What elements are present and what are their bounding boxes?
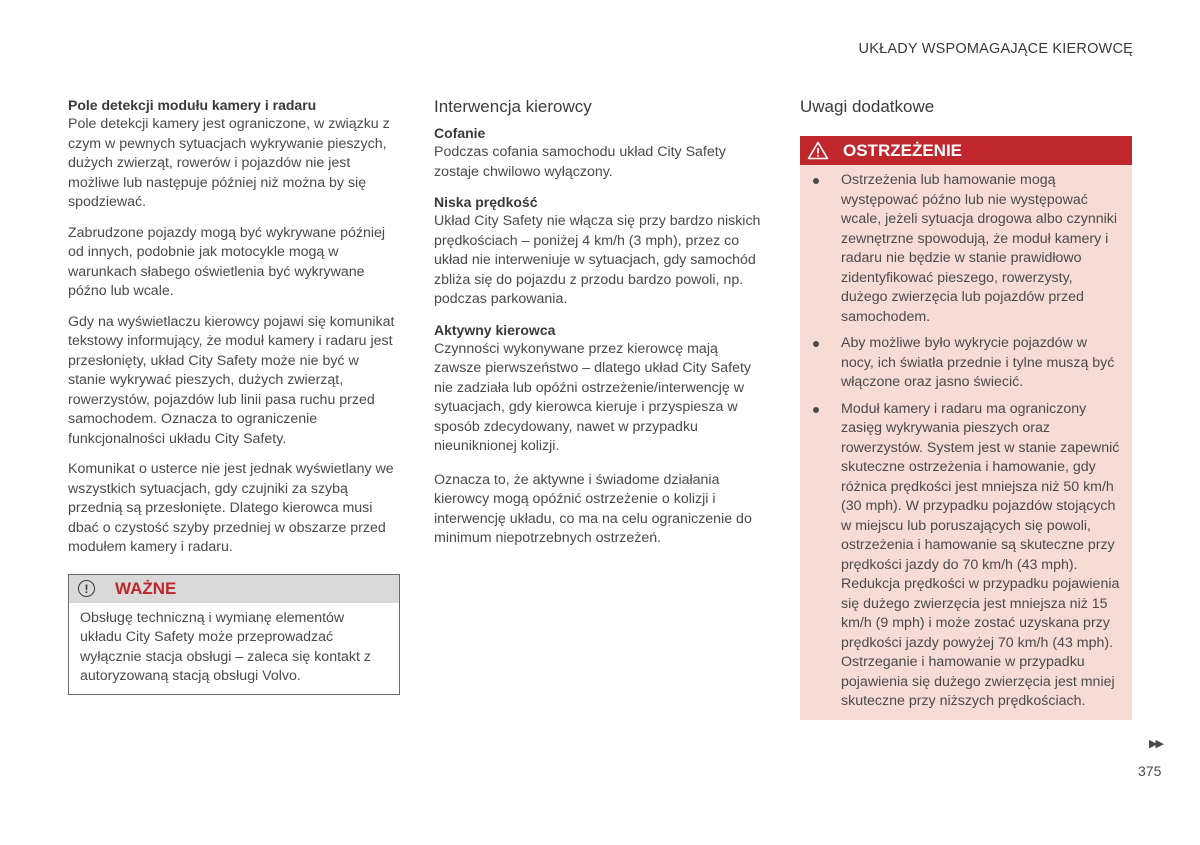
list-item: Ostrzeżenia lub hamowanie mogą występować późno lub nie występować wcale, jeżeli sytuacja drogowa albo czynniki zewnętrzne spowodują, że moduł kamery i radaru nie będzie w stanie prawidłowo zidentyfikować pieszego, rowerzysty, dużego zwierzęcia lub pojazdów przed samochodem. [812, 171, 1120, 327]
section-heading-detection-field: Pole detekcji modułu kamery i radaru [68, 97, 317, 113]
important-notice-label: WAŻNE [115, 578, 177, 598]
page-number: 375 [1138, 763, 1162, 779]
paragraph: Czynności wykonywane przez kierowcę mają zawsze pierwszeństwo – dlatego układ City Safety nie zadziała lub opóźni ostrzeżenie/interwencję w sytuacjach, gdy kierowca kieruje i przyspiesza w sposób zdecydowany, nawet w przypadku nieuniknionej kolizji. [434, 340, 752, 454]
subheading-active-driver: Aktywny kierowca [434, 321, 556, 338]
page-header-title: UKŁADY WSPOMAGAJĄCE KIEROWCĘ [858, 41, 1133, 57]
paragraph: Gdy na wyświetlaczu kierowcy pojawi się komunikat tekstowy informujący, że moduł kamery i radaru jest przesłonięty, układ City Safety może nie być w stanie wykrywać pieszych, dużych zwierząt, rowerzystów, pojazdów lub linii pasa ruchu przed samochodem. Oznacza to ograniczenie funkcjonalności układu City Safety. [68, 313, 395, 447]
warning-list [800, 165, 1132, 720]
paragraph: Komunikat o usterce nie jest jednak wyświetlany we wszystkich sytuacjach, gdy czujniki za szybą przednią są przesłonięte. Dlatego kierowca musi dbać o czystość szyby przedniej w obszarze przed modułem kamery i radaru. [68, 461, 394, 555]
warning-header [800, 136, 1132, 165]
section-title-additional-notes: Uwagi dodatkowe [800, 97, 935, 116]
subheading-low-speed: Niska prędkość [434, 194, 538, 210]
double-arrow-right-icon: ▶▶ [1149, 738, 1162, 750]
column-middle [434, 96, 766, 560]
paragraph: Zabrudzone pojazdy mogą być wykrywane później od innych, podobnie jak motocykle mogą w warunkach słabego oświetlenia być wykrywane późno lub wcale. [68, 224, 386, 299]
exclamation-circle-icon: ! [78, 580, 95, 597]
paragraph: Układ City Safety nie włącza się przy bardzo niskich prędkościach – poniżej 4 km/h (3 mph), przez co układ nie interweniuje w sytuacjach, gdy samochód zbliża się do pojazdu z przodu bardzo powoli, np. podczas parkowania. [434, 213, 761, 307]
paragraph: Pole detekcji kamery jest ograniczone, w związku z czym w pewnych sytuacjach wykrywanie pieszych, dużych zwierząt, rowerów i pojazdów nie jest możliwe lub następuje później niż można by się spodziewać. [68, 116, 390, 210]
list-item: Moduł kamery i radaru ma ograniczony zasięg wykrywania pieszych oraz rowerzystów. System jest w stanie zapewnić skuteczne ostrzeżenia i hamowanie, gdy różnica prędkości jest mniejsza niż 50 km/h (30 mph). W przypadku pojazdów stojących w miejscu lub poruszających się powoli, ostrzeżenia i hamowanie są skuteczne przy prędkości jazdy do 70 km/h (43 mph). Redukcja prędkości w przypadku pojawienia się dużego zwierzęcia jest mniejsza niż 15 km/h (9 mph) i może zostać uzyskana przy prędkości jazdy powyżej 70 km/h (43 mph). Ostrzeganie i hamowanie w przypadku pojawienia się dużego zwierzęcia jest mniej skuteczne przy niższych prędkościach. [812, 400, 1120, 712]
important-notice-box [68, 574, 400, 695]
important-notice-header [69, 575, 399, 603]
paragraph: Oznacza to, że aktywne i świadome działania kierowcy mogą opóźnić ostrzeżenie o kolizji i interwencję układu, co ma na celu ograniczenie do minimum niepotrzebnych ostrzeżeń. [434, 471, 752, 546]
warning-label: OSTRZEŻENIE [843, 140, 963, 160]
column-left [68, 96, 400, 695]
subheading-reversing: Cofanie [434, 125, 486, 141]
section-title-driver-intervention: Interwencja kierowcy [434, 97, 592, 116]
paragraph: Podczas cofania samochodu układ City Safety zostaje chwilowo wyłączony. [434, 144, 726, 180]
list-item: Aby możliwe było wykrycie pojazdów w nocy, ich światła przednie i tylne muszą być włączone oraz jasno świecić. [812, 334, 1120, 393]
warning-triangle-icon [807, 141, 829, 160]
warning-box [800, 136, 1132, 720]
column-right [800, 96, 1132, 720]
important-notice-text: Obsługę techniczną i wymianę elementów układu City Safety może przeprowadzać wyłącznie stacja obsługi – zaleca się kontakt z autoryzowaną stacją obsługi Volvo. [80, 609, 371, 684]
